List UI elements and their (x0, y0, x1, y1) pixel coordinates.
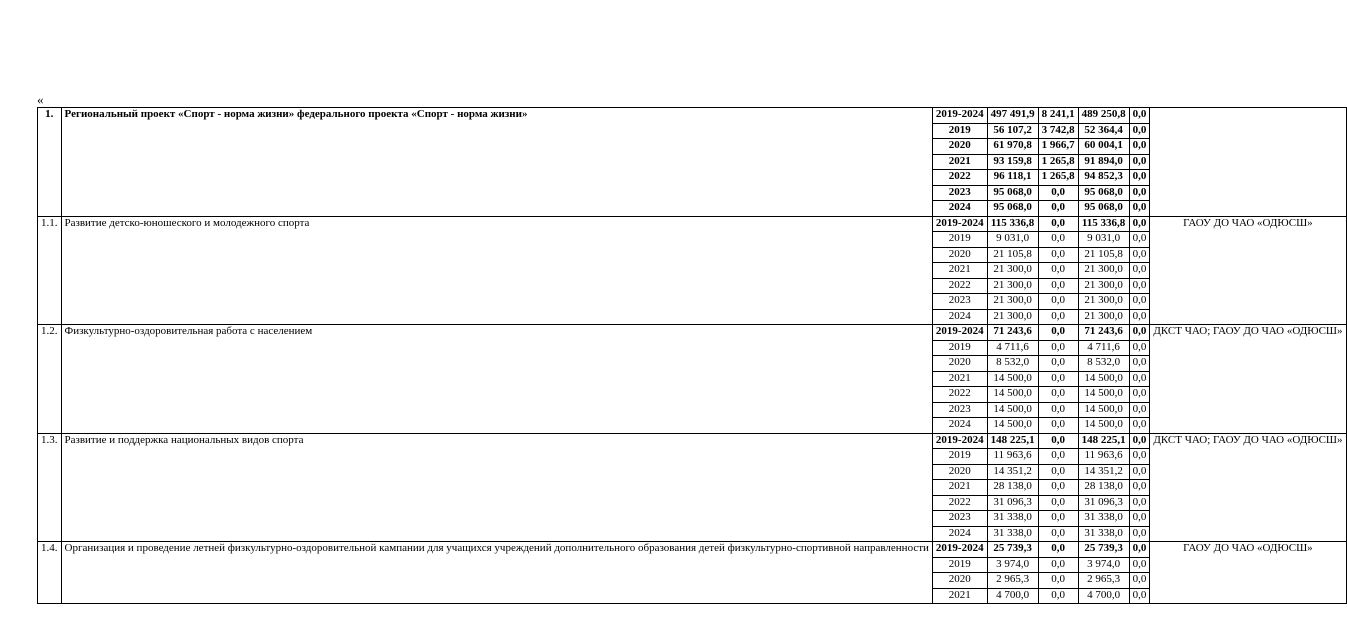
item-name-text: Развитие и поддержка национальных видов спорта (64, 433, 304, 446)
other-sources-cell: 0,0 (1129, 154, 1150, 170)
responsible-executor: ДКСТ ЧАО; ГАОУ ДО ЧАО «ОДЮСШ» (1150, 433, 1346, 542)
district-budget-cell: 71 243,6 (1078, 325, 1129, 341)
year-cell: 2024 (932, 526, 987, 542)
federal-budget-cell: 0,0 (1038, 247, 1078, 263)
year-cell: 2023 (932, 402, 987, 418)
district-budget-cell: 21 300,0 (1078, 263, 1129, 279)
federal-budget-cell: 0,0 (1038, 573, 1078, 589)
item-name-text: Организация и проведение летней физкультурно-оздоровительной кампании для учащихся учреждений дополнительного образования детей физкультурно-спортивной направленности (64, 542, 929, 554)
federal-budget-cell: 0,0 (1038, 557, 1078, 573)
opening-quote-mark: « (37, 92, 44, 107)
federal-budget-cell: 0,0 (1038, 495, 1078, 511)
year-cell: 2020 (932, 464, 987, 480)
federal-budget-cell: 0,0 (1038, 216, 1078, 232)
other-sources-cell: 0,0 (1129, 108, 1150, 124)
year-cell: 2023 (932, 185, 987, 201)
total-cell: 115 336,8 (987, 216, 1038, 232)
district-budget-cell: 94 852,3 (1078, 170, 1129, 186)
other-sources-cell: 0,0 (1129, 464, 1150, 480)
year-cell: 2022 (932, 495, 987, 511)
federal-budget-cell: 8 241,1 (1038, 108, 1078, 124)
year-cell: 2024 (932, 309, 987, 325)
federal-budget-cell: 0,0 (1038, 464, 1078, 480)
district-budget-cell: 60 004,1 (1078, 139, 1129, 155)
other-sources-cell: 0,0 (1129, 371, 1150, 387)
federal-budget-cell: 0,0 (1038, 263, 1078, 279)
year-cell: 2022 (932, 278, 987, 294)
total-cell: 3 974,0 (987, 557, 1038, 573)
other-sources-cell: 0,0 (1129, 263, 1150, 279)
total-cell: 71 243,6 (987, 325, 1038, 341)
year-cell: 2024 (932, 418, 987, 434)
other-sources-cell: 0,0 (1129, 480, 1150, 496)
other-sources-cell: 0,0 (1129, 573, 1150, 589)
year-cell: 2021 (932, 588, 987, 604)
total-cell: 148 225,1 (987, 433, 1038, 449)
total-cell: 14 351,2 (987, 464, 1038, 480)
district-budget-cell: 95 068,0 (1078, 185, 1129, 201)
other-sources-cell: 0,0 (1129, 402, 1150, 418)
item-number: 1.3. (38, 433, 62, 542)
total-cell: 4 700,0 (987, 588, 1038, 604)
table-body (38, 108, 1347, 604)
total-cell: 31 338,0 (987, 511, 1038, 527)
year-cell: 2019-2024 (932, 108, 987, 124)
item-name (61, 216, 932, 325)
district-budget-cell: 95 068,0 (1078, 201, 1129, 217)
other-sources-cell: 0,0 (1129, 588, 1150, 604)
federal-budget-cell: 1 966,7 (1038, 139, 1078, 155)
item-number: 1.4. (38, 542, 62, 604)
other-sources-cell: 0,0 (1129, 340, 1150, 356)
year-cell: 2022 (932, 170, 987, 186)
year-cell: 2020 (932, 356, 987, 372)
federal-budget-cell: 0,0 (1038, 480, 1078, 496)
district-budget-cell: 52 364,4 (1078, 123, 1129, 139)
district-budget-cell: 8 532,0 (1078, 356, 1129, 372)
total-cell: 8 532,0 (987, 356, 1038, 372)
federal-budget-cell: 1 265,8 (1038, 154, 1078, 170)
other-sources-cell: 0,0 (1129, 526, 1150, 542)
other-sources-cell: 0,0 (1129, 294, 1150, 310)
other-sources-cell: 0,0 (1129, 557, 1150, 573)
federal-budget-cell: 0,0 (1038, 526, 1078, 542)
total-cell: 28 138,0 (987, 480, 1038, 496)
item-name (61, 325, 932, 434)
other-sources-cell: 0,0 (1129, 418, 1150, 434)
other-sources-cell: 0,0 (1129, 232, 1150, 248)
total-cell: 14 500,0 (987, 371, 1038, 387)
total-cell: 31 096,3 (987, 495, 1038, 511)
other-sources-cell: 0,0 (1129, 170, 1150, 186)
total-cell: 4 711,6 (987, 340, 1038, 356)
federal-budget-cell: 0,0 (1038, 402, 1078, 418)
total-cell: 14 500,0 (987, 402, 1038, 418)
item-name (61, 108, 932, 217)
other-sources-cell: 0,0 (1129, 325, 1150, 341)
federal-budget-cell: 0,0 (1038, 278, 1078, 294)
other-sources-cell: 0,0 (1129, 247, 1150, 263)
year-cell: 2019 (932, 123, 987, 139)
program-table (37, 107, 1347, 604)
federal-budget-cell: 0,0 (1038, 356, 1078, 372)
district-budget-cell: 148 225,1 (1078, 433, 1129, 449)
year-cell: 2019-2024 (932, 542, 987, 558)
total-cell: 93 159,8 (987, 154, 1038, 170)
total-cell: 21 300,0 (987, 263, 1038, 279)
year-cell: 2019 (932, 449, 987, 465)
year-cell: 2023 (932, 511, 987, 527)
federal-budget-cell: 3 742,8 (1038, 123, 1078, 139)
year-cell: 2021 (932, 263, 987, 279)
district-budget-cell: 115 336,8 (1078, 216, 1129, 232)
federal-budget-cell: 0,0 (1038, 309, 1078, 325)
year-cell: 2020 (932, 573, 987, 589)
item-number: 1.1. (38, 216, 62, 325)
total-cell: 14 500,0 (987, 387, 1038, 403)
federal-budget-cell: 0,0 (1038, 449, 1078, 465)
federal-budget-cell: 0,0 (1038, 232, 1078, 248)
responsible-executor: ДКСТ ЧАО; ГАОУ ДО ЧАО «ОДЮСШ» (1150, 325, 1346, 434)
other-sources-cell: 0,0 (1129, 123, 1150, 139)
item-number: 1.2. (38, 325, 62, 434)
table-row (38, 216, 1347, 232)
federal-budget-cell: 0,0 (1038, 340, 1078, 356)
federal-budget-cell: 0,0 (1038, 511, 1078, 527)
year-cell: 2019-2024 (932, 433, 987, 449)
federal-budget-cell: 0,0 (1038, 201, 1078, 217)
district-budget-cell: 21 300,0 (1078, 294, 1129, 310)
district-budget-cell: 11 963,6 (1078, 449, 1129, 465)
total-cell: 497 491,9 (987, 108, 1038, 124)
year-cell: 2019 (932, 232, 987, 248)
district-budget-cell: 21 300,0 (1078, 278, 1129, 294)
other-sources-cell: 0,0 (1129, 387, 1150, 403)
other-sources-cell: 0,0 (1129, 216, 1150, 232)
year-cell: 2021 (932, 480, 987, 496)
total-cell: 21 300,0 (987, 309, 1038, 325)
other-sources-cell: 0,0 (1129, 201, 1150, 217)
other-sources-cell: 0,0 (1129, 356, 1150, 372)
item-name-text: Физкультурно-оздоровительная работа с населением (64, 325, 313, 337)
year-cell: 2020 (932, 139, 987, 155)
district-budget-cell: 3 974,0 (1078, 557, 1129, 573)
district-budget-cell: 21 300,0 (1078, 309, 1129, 325)
other-sources-cell: 0,0 (1129, 309, 1150, 325)
federal-budget-cell: 0,0 (1038, 542, 1078, 558)
responsible-executor: ГАОУ ДО ЧАО «ОДЮСШ» (1150, 542, 1346, 604)
district-budget-cell: 14 500,0 (1078, 371, 1129, 387)
other-sources-cell: 0,0 (1129, 139, 1150, 155)
item-name-text: Развитие детско-юношеского и молодежного спорта (64, 216, 310, 229)
federal-budget-cell: 0,0 (1038, 371, 1078, 387)
responsible-executor: ГАОУ ДО ЧАО «ОДЮСШ» (1150, 216, 1346, 325)
year-cell: 2021 (932, 154, 987, 170)
district-budget-cell: 21 105,8 (1078, 247, 1129, 263)
item-name (61, 542, 932, 604)
year-cell: 2021 (932, 371, 987, 387)
year-cell: 2019 (932, 557, 987, 573)
federal-budget-cell: 0,0 (1038, 433, 1078, 449)
district-budget-cell: 14 500,0 (1078, 402, 1129, 418)
federal-budget-cell: 0,0 (1038, 418, 1078, 434)
total-cell: 31 338,0 (987, 526, 1038, 542)
year-cell: 2024 (932, 201, 987, 217)
responsible-executor (1150, 108, 1346, 217)
total-cell: 14 500,0 (987, 418, 1038, 434)
district-budget-cell: 14 500,0 (1078, 387, 1129, 403)
year-cell: 2022 (932, 387, 987, 403)
table-row (38, 433, 1347, 449)
district-budget-cell: 28 138,0 (1078, 480, 1129, 496)
total-cell: 21 300,0 (987, 278, 1038, 294)
district-budget-cell: 489 250,8 (1078, 108, 1129, 124)
total-cell: 95 068,0 (987, 201, 1038, 217)
district-budget-cell: 4 711,6 (1078, 340, 1129, 356)
other-sources-cell: 0,0 (1129, 449, 1150, 465)
district-budget-cell: 91 894,0 (1078, 154, 1129, 170)
federal-budget-cell: 0,0 (1038, 185, 1078, 201)
total-cell: 9 031,0 (987, 232, 1038, 248)
year-cell: 2019 (932, 340, 987, 356)
year-cell: 2020 (932, 247, 987, 263)
district-budget-cell: 4 700,0 (1078, 588, 1129, 604)
district-budget-cell: 31 096,3 (1078, 495, 1129, 511)
federal-budget-cell: 1 265,8 (1038, 170, 1078, 186)
district-budget-cell: 25 739,3 (1078, 542, 1129, 558)
total-cell: 21 300,0 (987, 294, 1038, 310)
total-cell: 25 739,3 (987, 542, 1038, 558)
district-budget-cell: 14 500,0 (1078, 418, 1129, 434)
total-cell: 2 965,3 (987, 573, 1038, 589)
table-row (38, 108, 1347, 124)
district-budget-cell: 31 338,0 (1078, 526, 1129, 542)
federal-budget-cell: 0,0 (1038, 387, 1078, 403)
other-sources-cell: 0,0 (1129, 542, 1150, 558)
year-cell: 2019-2024 (932, 325, 987, 341)
table-row (38, 325, 1347, 341)
total-cell: 56 107,2 (987, 123, 1038, 139)
year-cell: 2019-2024 (932, 216, 987, 232)
other-sources-cell: 0,0 (1129, 495, 1150, 511)
total-cell: 96 118,1 (987, 170, 1038, 186)
federal-budget-cell: 0,0 (1038, 294, 1078, 310)
other-sources-cell: 0,0 (1129, 511, 1150, 527)
other-sources-cell: 0,0 (1129, 185, 1150, 201)
district-budget-cell: 31 338,0 (1078, 511, 1129, 527)
item-number: 1. (38, 108, 62, 217)
federal-budget-cell: 0,0 (1038, 325, 1078, 341)
total-cell: 95 068,0 (987, 185, 1038, 201)
district-budget-cell: 2 965,3 (1078, 573, 1129, 589)
other-sources-cell: 0,0 (1129, 278, 1150, 294)
year-cell: 2023 (932, 294, 987, 310)
federal-budget-cell: 0,0 (1038, 588, 1078, 604)
item-name-text: Региональный проект «Спорт - норма жизни» федерального проекта «Спорт - норма жизни» (64, 108, 528, 120)
district-budget-cell: 14 351,2 (1078, 464, 1129, 480)
item-name (61, 433, 932, 542)
total-cell: 11 963,6 (987, 449, 1038, 465)
other-sources-cell: 0,0 (1129, 433, 1150, 449)
total-cell: 61 970,8 (987, 139, 1038, 155)
total-cell: 21 105,8 (987, 247, 1038, 263)
district-budget-cell: 9 031,0 (1078, 232, 1129, 248)
table-row (38, 542, 1347, 558)
